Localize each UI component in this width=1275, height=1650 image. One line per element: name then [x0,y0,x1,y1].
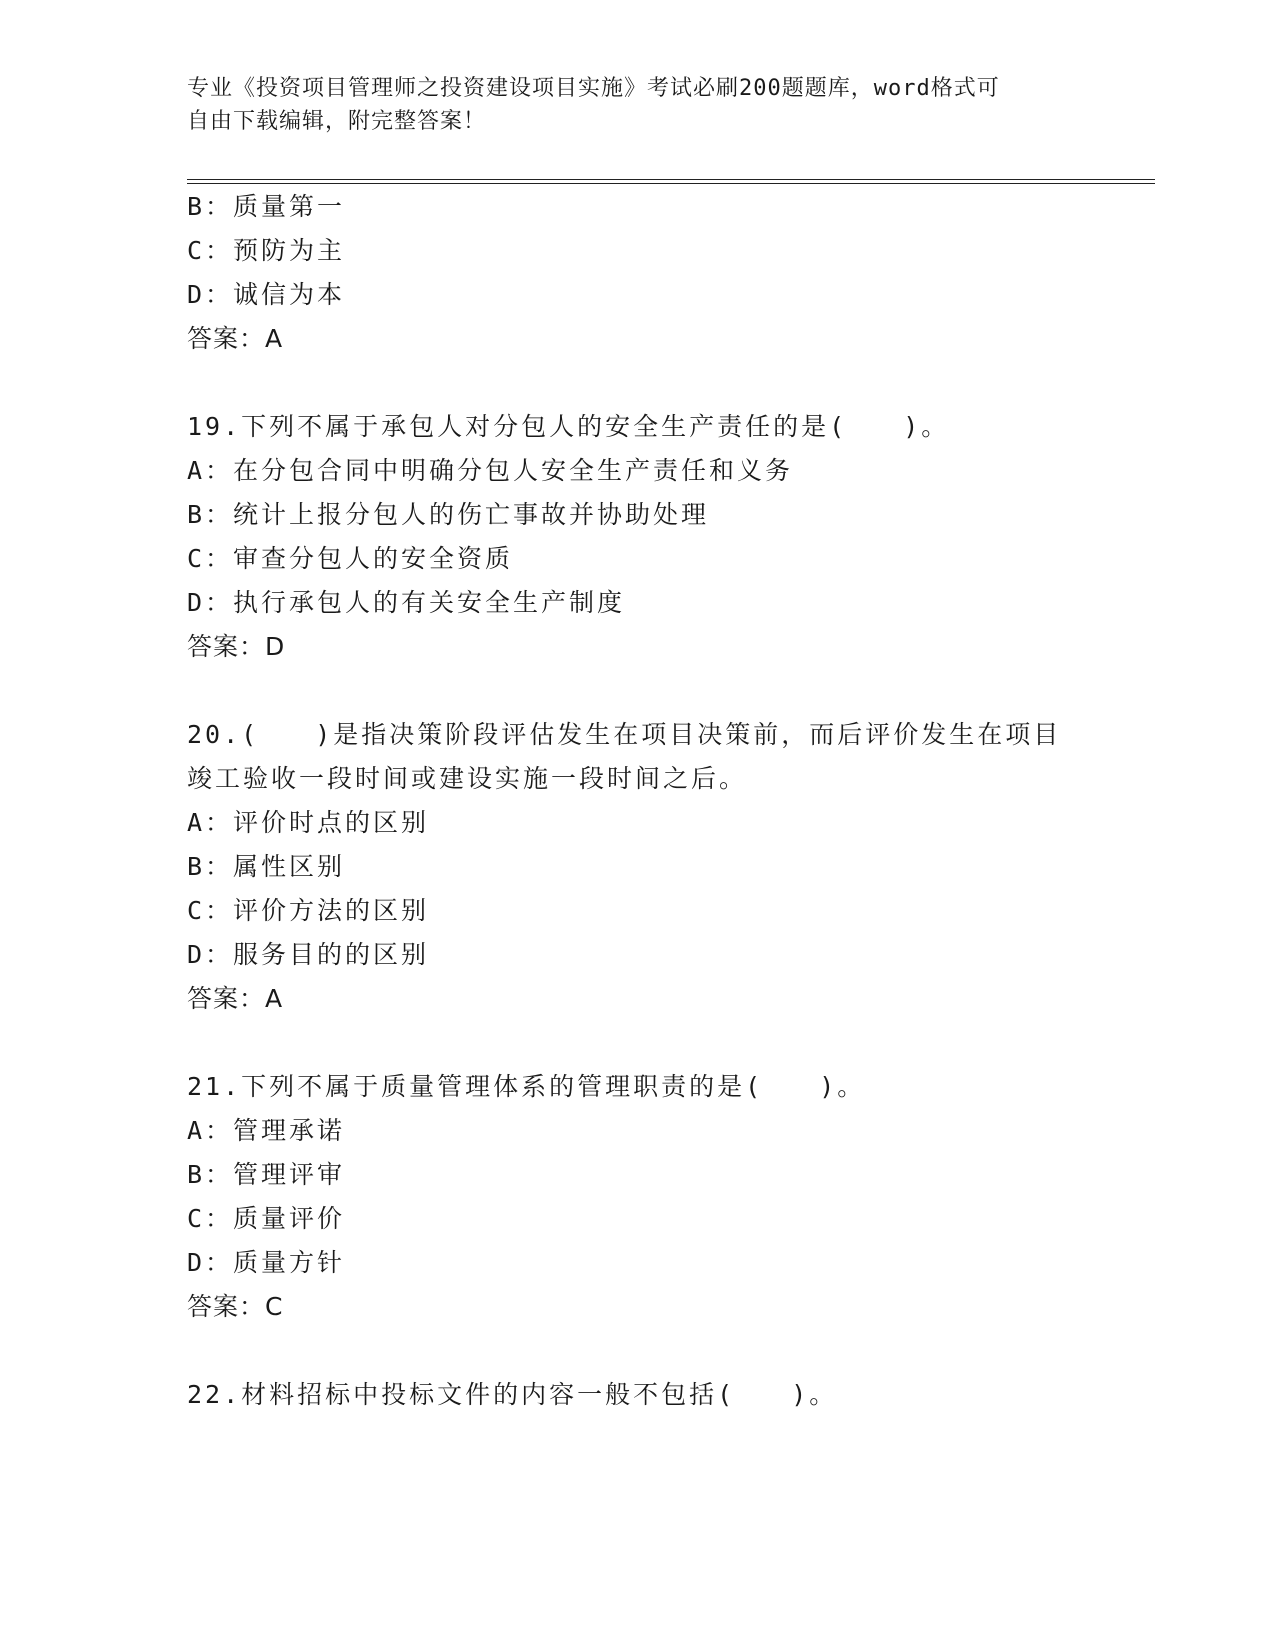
q19-stem: 19.下列不属于承包人对分包人的安全生产责任的是( )。 [187,412,950,441]
q18-answer: 答案：A [187,324,284,353]
q18-option-c: C：预防为主 [187,236,346,265]
q20-option-d: D：服务目的的区别 [187,940,430,969]
q18-option-b: B：质量第一 [187,192,346,221]
header-rule-bottom [187,183,1155,184]
q20-option-b: B：属性区别 [187,852,346,881]
header-line-1: 专业《投资项目管理师之投资建设项目实施》考试必刷200题题库，word格式可 [187,76,1000,101]
header-line-2: 自由下载编辑，附完整答案！ [187,109,487,134]
q19-option-d: D：执行承包人的有关安全生产制度 [187,588,626,617]
q19-option-a: A：在分包合同中明确分包人安全生产责任和义务 [187,456,794,485]
q19-answer: 答案：D [187,632,286,661]
q20-answer: 答案：A [187,984,284,1013]
q19-option-c: C：审查分包人的安全资质 [187,544,514,573]
q21-stem: 21.下列不属于质量管理体系的管理职责的是( )。 [187,1072,866,1101]
q20-option-c: C：评价方法的区别 [187,896,430,925]
header-rule-top [187,179,1155,180]
q19-option-b: B：统计上报分包人的伤亡事故并协助处理 [187,500,710,529]
q21-option-a: A：管理承诺 [187,1116,346,1145]
q20-option-a: A：评价时点的区别 [187,808,430,837]
q21-answer: 答案：C [187,1292,284,1321]
q20-stem-line-2: 竣工验收一段时间或建设实施一段时间之后。 [187,764,748,793]
q18-option-d: D：诚信为本 [187,280,346,309]
q21-option-b: B：管理评审 [187,1160,346,1189]
q22-stem: 22.材料招标中投标文件的内容一般不包括( )。 [187,1380,838,1409]
q21-option-d: D：质量方针 [187,1248,346,1277]
q20-stem-line-1: 20.( )是指决策阶段评估发生在项目决策前，而后评价发生在项目 [187,720,1062,749]
page-header [187,72,1087,138]
q21-option-c: C：质量评价 [187,1204,346,1233]
